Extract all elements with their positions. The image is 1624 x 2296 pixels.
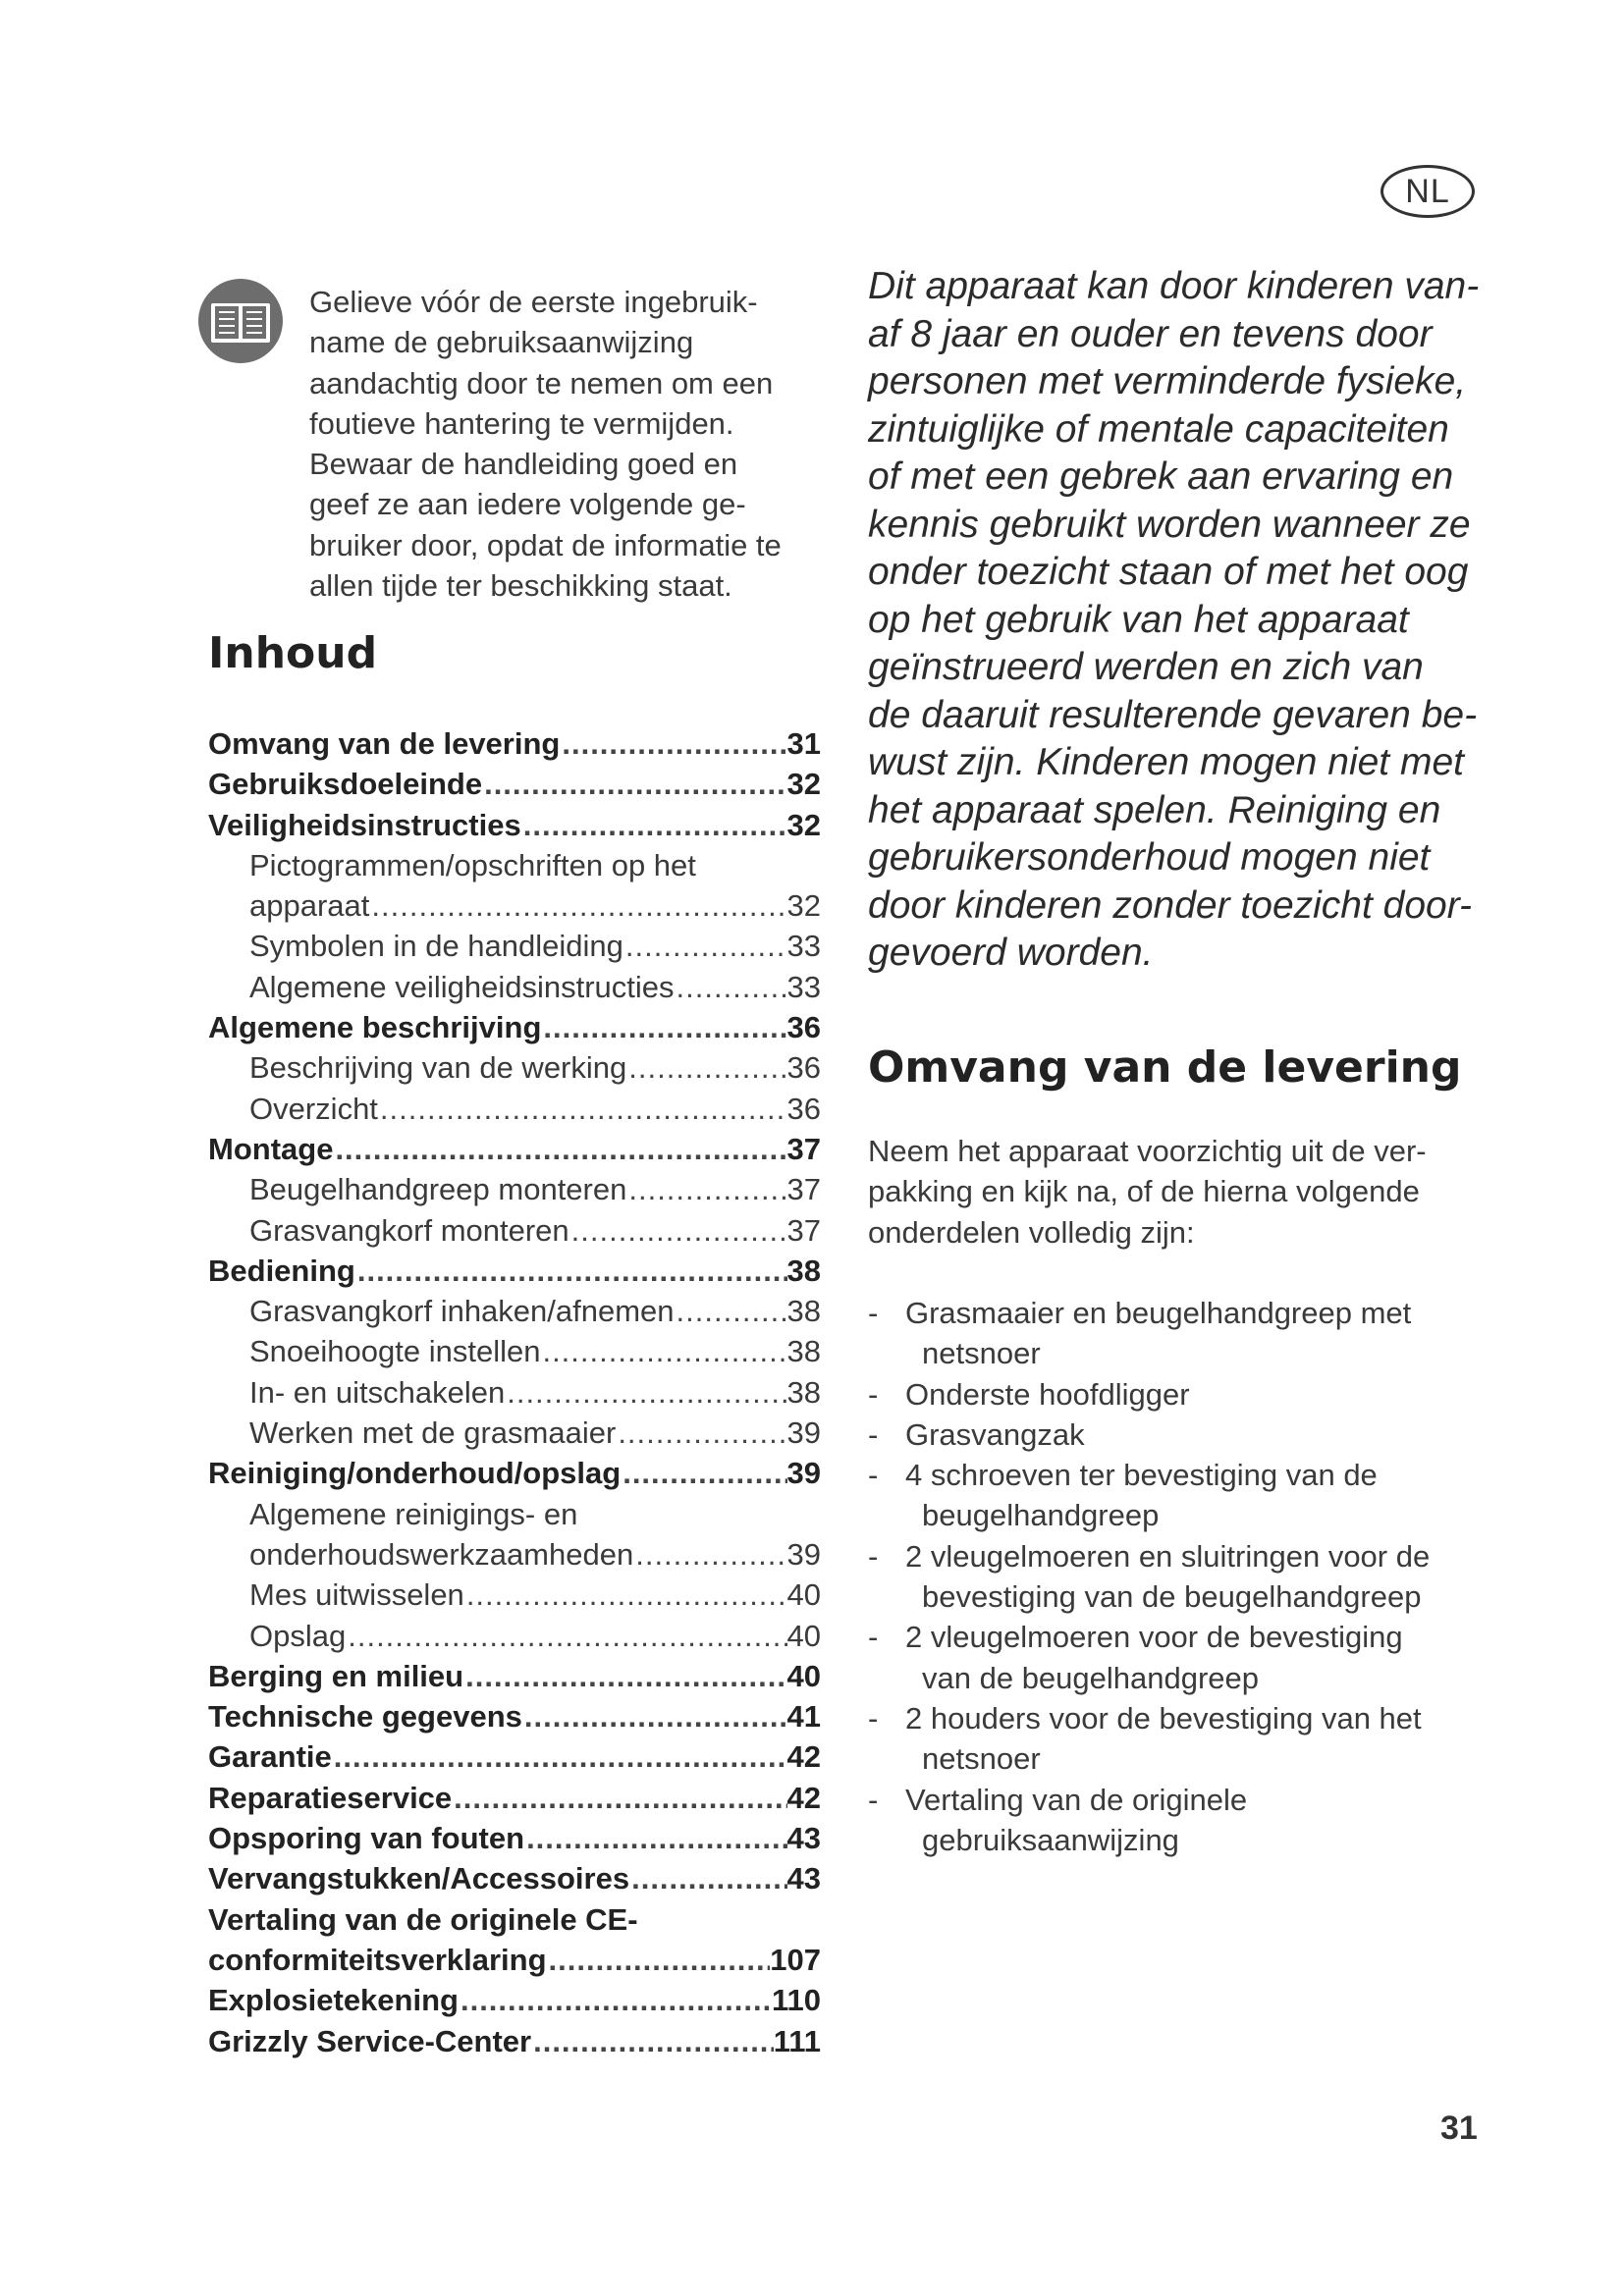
toc-leader <box>540 1331 786 1371</box>
delivery-intro-line: Neem het apparaat voorzichtig uit de ver- <box>868 1134 1427 1168</box>
toc-item-page: 38 <box>786 1374 821 1410</box>
toc-item-label: Algemene reinigings- en <box>249 1496 578 1531</box>
toc-item-label: conformiteitsverklaring <box>208 1942 547 1977</box>
toc-item-label: Berging en milieu <box>208 1658 464 1693</box>
language-code: NL <box>1405 172 1450 210</box>
list-item-text: gebruiksaanwijzing <box>922 1822 1179 1857</box>
toc-leader <box>626 1047 786 1088</box>
toc-leader <box>616 1413 786 1453</box>
toc-heading: Inhoud <box>208 628 378 678</box>
toc-leader <box>464 1575 787 1615</box>
warning-line: de daaruit resulterende gevaren be- <box>868 693 1478 736</box>
toc-leader <box>522 1696 787 1736</box>
list-item <box>868 1536 1506 1618</box>
list-item <box>868 1293 1506 1374</box>
toc-leader <box>482 764 786 804</box>
toc-item-label: apparaat <box>249 888 370 924</box>
toc-item[interactable] <box>208 1899 821 1940</box>
toc-subitem[interactable] <box>208 1089 821 1129</box>
toc-item-page: 37 <box>786 1212 821 1248</box>
section-heading-delivery: Omvang van de levering <box>868 1042 1462 1093</box>
list-item-text: Vertaling van de originele <box>905 1782 1248 1817</box>
toc-item[interactable] <box>208 1736 821 1777</box>
toc-item-label: In- en uitschakelen <box>249 1374 506 1410</box>
toc-item[interactable] <box>208 1453 821 1493</box>
toc-item-label: Montage <box>208 1131 334 1166</box>
toc-leader <box>378 1089 787 1129</box>
toc-leader <box>629 1858 786 1898</box>
intro-line: geef ze aan iedere volgende ge- <box>309 487 746 522</box>
intro-line: allen tijde ter beschikking staat. <box>309 568 732 604</box>
table-of-contents <box>208 723 821 2061</box>
toc-item-page: 43 <box>786 1861 821 1896</box>
toc-item[interactable] <box>208 1007 821 1047</box>
toc-item-page: 39 <box>786 1415 821 1451</box>
toc-item[interactable] <box>208 1251 821 1291</box>
toc-item-page: 40 <box>786 1618 821 1653</box>
toc-subitem[interactable] <box>208 926 821 966</box>
toc-item-label: Algemene beschrijving <box>208 1010 542 1045</box>
list-item <box>868 1698 1506 1780</box>
toc-item-label: Pictogrammen/opschriften op het <box>249 847 696 882</box>
toc-item-page: 40 <box>786 1577 821 1613</box>
delivery-intro-line: onderdelen volledig zijn: <box>868 1214 1195 1250</box>
toc-item-page: 36 <box>786 1010 821 1045</box>
toc-subitem[interactable] <box>208 1494 821 1534</box>
toc-item-page: 42 <box>786 1739 821 1775</box>
toc-item-page: 33 <box>786 969 821 1004</box>
toc-leader <box>463 1656 786 1696</box>
toc-item[interactable] <box>208 723 821 764</box>
toc-item-page: 39 <box>786 1536 821 1572</box>
toc-subitem[interactable] <box>208 1331 821 1371</box>
toc-subitem[interactable] <box>208 1047 821 1088</box>
toc-item-label: Algemene veiligheidsinstructies <box>249 969 675 1004</box>
toc-item-label: Grizzly Service-Center <box>208 2023 532 2058</box>
toc-subitem[interactable] <box>208 967 821 1007</box>
toc-leader <box>459 1980 772 2020</box>
toc-item-label: Snoeihoogte instellen <box>249 1334 541 1369</box>
toc-item-page: 40 <box>786 1658 821 1693</box>
toc-item-page: 37 <box>786 1131 821 1166</box>
toc-item-page: 32 <box>786 767 821 802</box>
warning-line: Dit apparaat kan door kinderen van- <box>868 265 1480 307</box>
list-item <box>868 1374 1506 1415</box>
toc-item-page: 38 <box>786 1334 821 1369</box>
list-item <box>868 1780 1506 1861</box>
toc-subitem[interactable] <box>208 1372 821 1413</box>
toc-item-label: Vertaling van de originele CE- <box>208 1901 638 1937</box>
toc-item[interactable] <box>208 1818 821 1858</box>
toc-item-label: Opsporing van fouten <box>208 1821 525 1856</box>
child-safety-warning <box>868 263 1516 978</box>
list-item <box>868 1415 1506 1455</box>
toc-leader <box>524 1818 786 1858</box>
warning-line: het apparaat spelen. Reiniging en <box>868 788 1441 831</box>
toc-leader <box>452 1778 786 1818</box>
toc-item-label: Opslag <box>249 1618 347 1653</box>
delivery-list <box>868 1293 1506 1860</box>
intro-line: foutieve hantering te vermijden. <box>309 405 734 441</box>
toc-item[interactable] <box>208 1696 821 1736</box>
toc-item[interactable] <box>208 764 821 804</box>
delivery-intro <box>868 1131 1496 1253</box>
toc-leader <box>346 1616 786 1656</box>
toc-subitem[interactable] <box>208 1575 821 1615</box>
book-icon <box>197 278 284 364</box>
page-number: 31 <box>1440 2109 1478 2147</box>
list-dash: - <box>868 1538 879 1574</box>
toc-item-label: Grasvangkorf inhaken/afnemen <box>249 1294 675 1329</box>
list-item <box>868 1455 1506 1536</box>
toc-item-label: Omvang van de levering <box>208 726 561 761</box>
toc-item[interactable] <box>208 1858 821 1898</box>
toc-item-label: onderhoudswerkzaamheden <box>249 1536 634 1572</box>
toc-item-page: 33 <box>786 929 821 964</box>
toc-item-label: Gebruiksdoeleinde <box>208 767 483 802</box>
list-item-text: netsnoer <box>922 1741 1041 1777</box>
toc-leader <box>633 1534 786 1575</box>
toc-item[interactable] <box>208 1129 821 1169</box>
toc-leader <box>521 805 787 845</box>
warning-line: zintuiglijke of mentale capaciteiten <box>868 407 1449 451</box>
toc-item-label: Vervangstukken/Accessoires <box>208 1861 630 1896</box>
list-dash: - <box>868 1620 879 1655</box>
toc-item-label: Reparatieservice <box>208 1780 453 1815</box>
list-item-text: 2 vleugelmoeren en sluitringen voor de <box>905 1538 1431 1574</box>
warning-line: onder toezicht staan of met het oog <box>868 551 1469 593</box>
toc-subitem[interactable] <box>208 1616 821 1656</box>
toc-item-label: Explosietekening <box>208 1983 459 2018</box>
list-item-text: beugelhandgreep <box>922 1498 1160 1533</box>
toc-leader <box>547 1940 771 1980</box>
intro-line: Gelieve vóór de eerste ingebruik- <box>309 285 758 319</box>
toc-item-page: 32 <box>786 888 821 924</box>
toc-item-label: Beugelhandgreep monteren <box>249 1172 627 1207</box>
toc-item-page: 39 <box>786 1456 821 1491</box>
list-item-text: van de beugelhandgreep <box>922 1660 1260 1695</box>
toc-item-page: 32 <box>786 807 821 842</box>
toc-leader <box>560 723 786 764</box>
toc-leader <box>623 926 787 966</box>
toc-item-label: Garantie <box>208 1739 332 1775</box>
toc-subitem[interactable] <box>208 1210 821 1251</box>
list-item <box>868 1617 1506 1698</box>
toc-item-page: 37 <box>786 1172 821 1207</box>
intro-line: bruiker door, opdat de informatie te <box>309 527 782 562</box>
toc-item-page: 111 <box>773 2023 821 2058</box>
toc-item-label: Bediening <box>208 1253 355 1288</box>
warning-line: gevoerd worden. <box>868 932 1154 974</box>
list-item-text: 2 vleugelmoeren voor de bevestiging <box>905 1620 1403 1655</box>
toc-item-page: 41 <box>786 1699 821 1735</box>
toc-leader <box>355 1251 787 1291</box>
warning-line: op het gebruik van het apparaat <box>868 598 1409 641</box>
toc-item-label: Symbolen in de handleiding <box>249 929 623 964</box>
delivery-intro-line: pakking en kijk na, of de hierna volgende <box>868 1174 1420 1209</box>
toc-subitem[interactable] <box>208 1169 821 1209</box>
list-item-text: Onderste hoofdligger <box>905 1376 1190 1412</box>
intro-notice <box>309 282 835 606</box>
warning-line: af 8 jaar en ouder en tevens door <box>868 312 1433 355</box>
intro-line: name de gebruiksaanwijzing <box>309 325 694 360</box>
toc-item-label: Technische gegevens <box>208 1699 522 1735</box>
toc-leader <box>332 1736 787 1777</box>
list-item-text: Grasmaaier en beugelhandgreep met <box>905 1296 1412 1330</box>
toc-subitem[interactable] <box>208 885 821 926</box>
toc-subitem[interactable] <box>208 1413 821 1453</box>
list-dash: - <box>868 1296 879 1330</box>
toc-item-label: Veiligheidsinstructies <box>208 807 521 842</box>
list-dash: - <box>868 1376 879 1412</box>
toc-item[interactable] <box>208 1940 821 1980</box>
toc-item-page: 38 <box>786 1253 821 1288</box>
toc-item[interactable] <box>208 1980 821 2020</box>
warning-line: personen met verminderde fysieke, <box>868 360 1467 402</box>
intro-line: Bewaar de handleiding goed en <box>309 447 738 482</box>
list-item-text: netsnoer <box>922 1336 1041 1371</box>
toc-item-page: 43 <box>786 1821 821 1856</box>
list-item-text: 4 schroeven ter bevestiging van de <box>905 1458 1378 1493</box>
toc-subitem[interactable] <box>208 845 821 885</box>
toc-item-label: Reiniging/onderhoud/opslag <box>208 1456 622 1491</box>
warning-line: of met een gebrek aan ervaring en <box>868 455 1454 498</box>
toc-item-page: 36 <box>786 1050 821 1086</box>
toc-item[interactable] <box>208 1656 821 1696</box>
toc-item-page: 38 <box>786 1294 821 1329</box>
toc-leader <box>333 1129 786 1169</box>
toc-item-page: 31 <box>786 726 821 761</box>
toc-item-page: 110 <box>771 1983 821 2018</box>
toc-leader <box>569 1210 787 1251</box>
toc-item[interactable] <box>208 1778 821 1818</box>
warning-line: geïnstrueerd werden en zich van <box>868 646 1424 688</box>
toc-item[interactable] <box>208 805 821 845</box>
warning-line: door kinderen zonder toezicht door- <box>868 883 1472 927</box>
toc-leader <box>675 1291 787 1331</box>
toc-subitem[interactable] <box>208 1291 821 1331</box>
toc-leader <box>505 1372 786 1413</box>
list-dash: - <box>868 1700 879 1735</box>
list-item-text: bevestiging van de beugelhandgreep <box>922 1579 1422 1615</box>
toc-leader <box>626 1169 786 1209</box>
warning-line: gebruikersonderhoud mogen niet <box>868 836 1431 879</box>
toc-leader <box>675 967 787 1007</box>
toc-subitem[interactable] <box>208 1534 821 1575</box>
warning-line: wust zijn. Kinderen mogen niet met <box>868 741 1464 783</box>
list-item-text: 2 houders voor de bevestiging van het <box>905 1700 1422 1735</box>
toc-leader <box>369 885 786 926</box>
toc-leader <box>531 2021 774 2061</box>
toc-item-label: Overzicht <box>249 1091 378 1126</box>
toc-leader <box>621 1453 786 1493</box>
toc-item-label: Beschrijving van de werking <box>249 1050 627 1086</box>
language-badge <box>1380 165 1475 218</box>
toc-item-page: 42 <box>786 1780 821 1815</box>
warning-line: kennis gebruikt worden wanneer ze <box>868 503 1471 546</box>
toc-leader <box>541 1007 786 1047</box>
list-dash: - <box>868 1458 879 1493</box>
toc-item-label: Mes uitwisselen <box>249 1577 464 1613</box>
list-dash: - <box>868 1782 879 1817</box>
toc-item-label: Werken met de grasmaaier <box>249 1415 617 1451</box>
list-item-text: Grasvangzak <box>905 1416 1085 1452</box>
toc-item-label: Grasvangkorf monteren <box>249 1212 569 1248</box>
toc-item-page: 107 <box>770 1942 821 1977</box>
toc-item-page: 36 <box>786 1091 821 1126</box>
intro-line: aandachtig door te nemen om een <box>309 365 774 400</box>
list-dash: - <box>868 1416 879 1452</box>
toc-item[interactable] <box>208 2021 821 2061</box>
